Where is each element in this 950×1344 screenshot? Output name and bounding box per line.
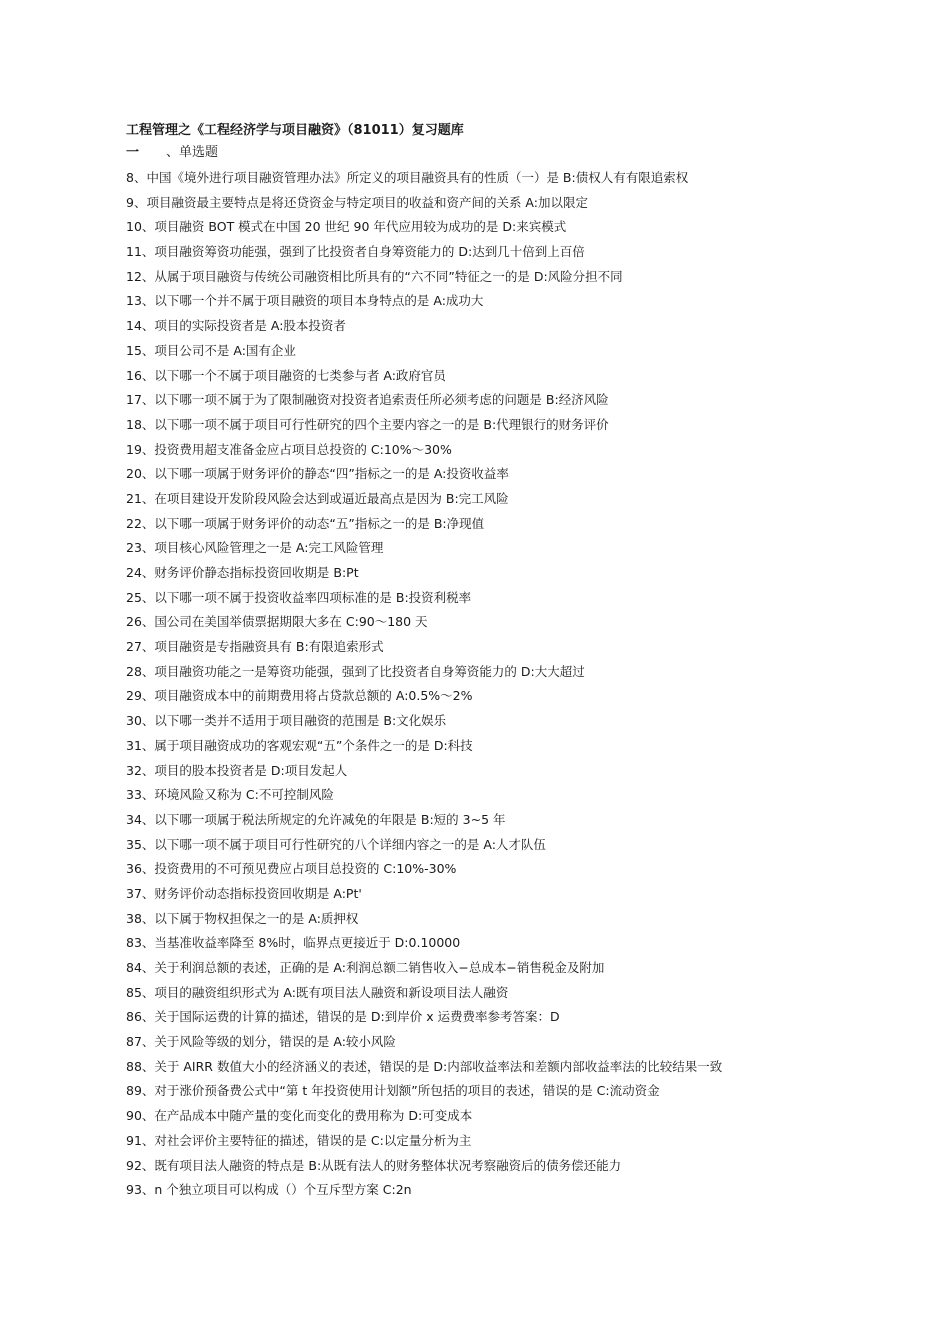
- question-item: 23、项目核心风险管理之一是 A:完工风险管理: [126, 540, 384, 556]
- question-item: 37、财务评价动态指标投资回收期是 A:Pt': [126, 885, 362, 901]
- question-item: 16、以下哪一个不属于项目融资的七类参与者 A:政府官员: [126, 367, 446, 383]
- question-item: 22、以下哪一项属于财务评价的动态“五”指标之一的是 B:净现值: [126, 515, 485, 531]
- question-item: 35、以下哪一项不属于项目可行性研究的八个详细内容之一的是 A:人才队伍: [126, 836, 546, 852]
- question-item: 27、项目融资是专指融资具有 B:有限追索形式: [126, 639, 384, 655]
- question-item: 93、n 个独立项目可以构成（）个互斥型方案 C:2n: [126, 1182, 412, 1198]
- question-item: 13、以下哪一个并不属于项目融资的项目本身特点的是 A:成功大: [126, 293, 484, 309]
- question-item: 14、项目的实际投资者是 A:股本投资者: [126, 318, 346, 334]
- question-item: 83、当基准收益率降至 8%时，临界点更接近于 D:0.10000: [126, 935, 461, 951]
- question-item: 88、关于 AIRR 数值大小的经济涵义的表述，错误的是 D:内部收益率法和差额内部收益率法的比较结果一致: [126, 1058, 723, 1074]
- question-item: 20、以下哪一项属于财务评价的静态“四”指标之一的是 A:投资收益率: [126, 466, 509, 482]
- question-item: 12、从属于项目融资与传统公司融资相比所具有的“六不同”特征之一的是 D:风险分担不同: [126, 268, 623, 284]
- question-item: 10、项目融资 BOT 模式在中国 20 世纪 90 年代应用较为成功的是 D:来宾模式: [126, 219, 567, 235]
- section-label: 、单选题: [166, 145, 219, 160]
- question-item: 19、投资费用超支准备金应占项目总投资的 C:10%～30%: [126, 441, 452, 457]
- question-item: 84、关于利润总额的表述，正确的是 A:利润总额二销售收入−总成本−销售税金及附加: [126, 960, 605, 975]
- question-item: 86、关于国际运费的计算的描述，错误的是 D:到岸价 x 运费费率参考答案：D: [126, 1009, 560, 1025]
- question-item: 8、中国《境外进行项目融资管理办法》所定义的项目融资具有的性质（一）是 B:债权人有有限追索权: [126, 170, 689, 185]
- question-item: 32、项目的股本投资者是 D:项目发起人: [126, 762, 348, 778]
- question-item: 36、投资费用的不可预见费应占项目总投资的 C:10%-30%: [126, 861, 457, 877]
- question-item: 25、以下哪一项不属于投资收益率四项标准的是 B:投资利税率: [126, 589, 472, 605]
- question-item: 85、项目的融资组织形式为 A:既有项目法人融资和新设项目法人融资: [126, 984, 509, 1000]
- question-item: 89、对于涨价预备费公式中“第 t 年投资使用计划额”所包括的项目的表述，错误的是 C:流动资金: [126, 1083, 660, 1099]
- question-item: 18、以下哪一项不属于项目可行性研究的四个主要内容之一的是 B:代理银行的财务评价: [126, 416, 609, 432]
- question-item: 29、项目融资成本中的前期费用将占贷款总额的 A:0.5%～2%: [126, 688, 473, 704]
- section-heading: [126, 142, 926, 166]
- document-content: [126, 120, 926, 1203]
- question-item: 21、在项目建设开发阶段风险会达到或逼近最高点是因为 B:完工风险: [126, 490, 509, 506]
- question-item: 24、财务评价静态指标投资回收期是 B:Pt: [126, 565, 359, 580]
- question-item: 9、项目融资最主要特点是将还贷资金与特定项目的收益和资产间的关系 A:加以限定: [126, 194, 588, 210]
- question-item: 91、对社会评价主要特征的描述，错误的是 C:以定量分析为主: [126, 1132, 472, 1148]
- question-item: 17、以下哪一项不属于为了限制融资对投资者追索责任所必须考虑的问题是 B:经济风险: [126, 392, 609, 408]
- question-item: 38、以下属于物权担保之一的是 A:质押权: [126, 910, 359, 926]
- question-item: 30、以下哪一类并不适用于项目融资的范围是 B:文化娱乐: [126, 713, 447, 729]
- document-title: 工程管理之《工程经济学与项目融资》（81011）复习题库: [126, 123, 464, 138]
- question-item: 11、项目融资筹资功能强，强到了比投资者自身筹资能力的 D:达到几十倍到上百倍: [126, 244, 585, 260]
- question-item: 87、关于风险等级的划分，错误的是 A:较小风险: [126, 1034, 396, 1050]
- question-list: [126, 166, 926, 1203]
- question-item: 26、国公司在美国举债票据期限大多在 C:90～180 天: [126, 614, 428, 630]
- question-item: 92、既有项目法人融资的特点是 B:从既有法人的财务整体状况考察融资后的债务偿还能力: [126, 1157, 622, 1173]
- question-item: 34、以下哪一项属于税法所规定的允许减免的年限是 B:短的 3~5 年: [126, 811, 506, 827]
- question-item: 33、环境风险又称为 C:不可控制风险: [126, 787, 334, 803]
- question-item: 31、属于项目融资成功的客观宏观“五”个条件之一的是 D:科技: [126, 737, 473, 753]
- question-item: 15、项目公司不是 A:国有企业: [126, 342, 296, 358]
- question-item: 90、在产品成本中随产量的变化而变化的费用称为 D:可变成本: [126, 1108, 473, 1124]
- question-item: 28、项目融资功能之一是筹资功能强，强到了比投资者自身筹资能力的 D:大大超过: [126, 663, 585, 679]
- section-number: 一: [126, 145, 140, 160]
